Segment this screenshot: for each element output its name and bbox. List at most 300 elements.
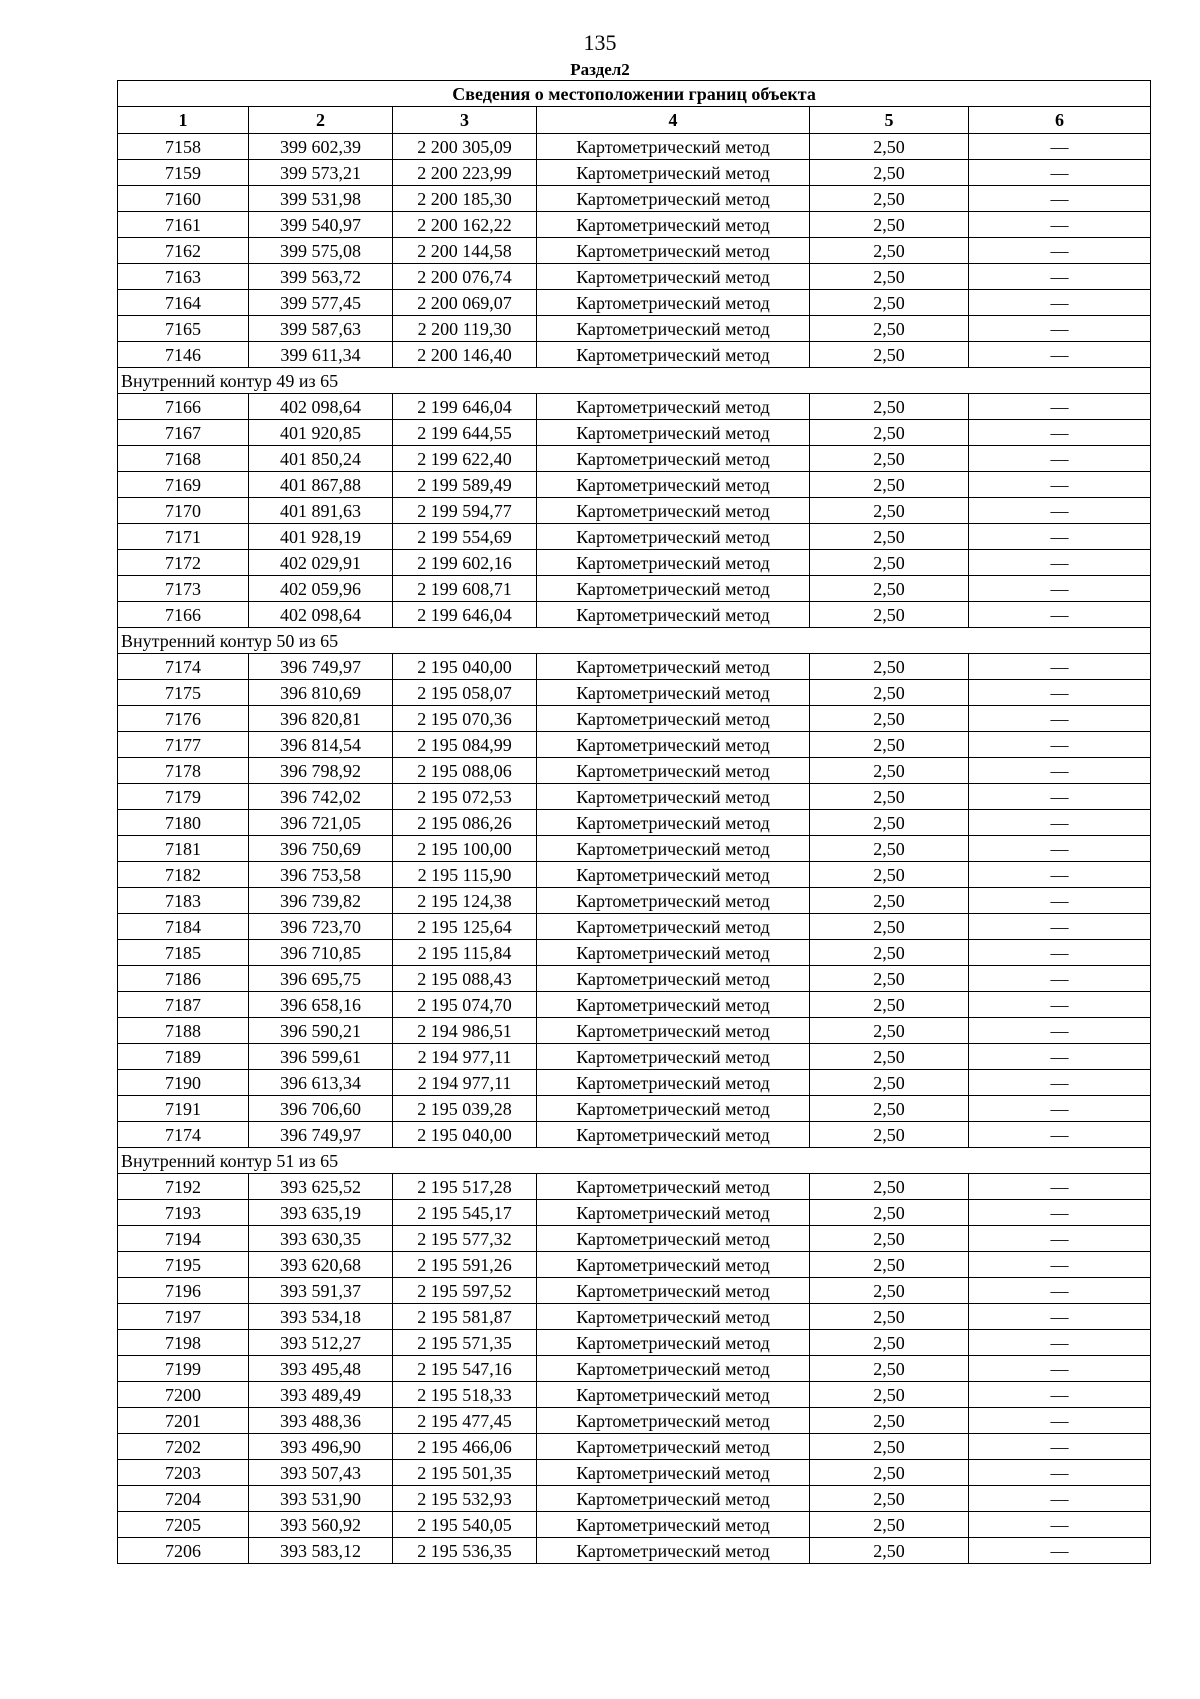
column-number: 4 — [537, 107, 810, 134]
column-number: 1 — [118, 107, 249, 134]
precision-cell: 2,50 — [810, 888, 969, 914]
precision-cell: 2,50 — [810, 706, 969, 732]
point-number: 7178 — [118, 758, 249, 784]
note-cell: — — [969, 758, 1151, 784]
method-cell: Картометрический метод — [537, 836, 810, 862]
coordinate-y: 2 195 518,33 — [393, 1382, 537, 1408]
coordinate-y: 2 195 124,38 — [393, 888, 537, 914]
precision-cell: 2,50 — [810, 342, 969, 368]
note-cell: — — [969, 1200, 1151, 1226]
table-row — [118, 498, 1151, 524]
note-cell: — — [969, 836, 1151, 862]
coordinate-x: 396 739,82 — [249, 888, 393, 914]
method-cell: Картометрический метод — [537, 186, 810, 212]
method-cell: Картометрический метод — [537, 316, 810, 342]
point-number: 7198 — [118, 1330, 249, 1356]
method-cell: Картометрический метод — [537, 862, 810, 888]
coordinate-y: 2 195 072,53 — [393, 784, 537, 810]
method-cell: Картометрический метод — [537, 1122, 810, 1148]
coordinate-y: 2 200 069,07 — [393, 290, 537, 316]
point-number: 7173 — [118, 576, 249, 602]
coordinate-y: 2 195 115,84 — [393, 940, 537, 966]
method-cell: Картометрический метод — [537, 784, 810, 810]
point-number: 7192 — [118, 1174, 249, 1200]
precision-cell: 2,50 — [810, 160, 969, 186]
table-row — [118, 290, 1151, 316]
coordinate-x: 399 540,97 — [249, 212, 393, 238]
method-cell: Картометрический метод — [537, 680, 810, 706]
method-cell: Картометрический метод — [537, 654, 810, 680]
table-row — [118, 1226, 1151, 1252]
boundary-coordinates-table — [117, 80, 1151, 1564]
point-number: 7170 — [118, 498, 249, 524]
coordinate-x: 402 098,64 — [249, 602, 393, 628]
coordinate-x: 396 695,75 — [249, 966, 393, 992]
point-number: 7165 — [118, 316, 249, 342]
table-row — [118, 1304, 1151, 1330]
precision-cell: 2,50 — [810, 1174, 969, 1200]
note-cell: — — [969, 680, 1151, 706]
note-cell: — — [969, 1434, 1151, 1460]
method-cell: Картометрический метод — [537, 212, 810, 238]
table-row — [118, 732, 1151, 758]
note-cell: — — [969, 1356, 1151, 1382]
point-number: 7187 — [118, 992, 249, 1018]
coordinate-y: 2 199 646,04 — [393, 394, 537, 420]
coordinate-x: 396 721,05 — [249, 810, 393, 836]
coordinate-x: 401 850,24 — [249, 446, 393, 472]
method-cell: Картометрический метод — [537, 966, 810, 992]
coordinate-y: 2 199 594,77 — [393, 498, 537, 524]
point-number: 7161 — [118, 212, 249, 238]
point-number: 7201 — [118, 1408, 249, 1434]
coordinate-y: 2 195 536,35 — [393, 1538, 537, 1564]
contour-header-row — [118, 628, 1151, 654]
coordinate-x: 401 867,88 — [249, 472, 393, 498]
coordinate-y: 2 195 040,00 — [393, 1122, 537, 1148]
point-number: 7182 — [118, 862, 249, 888]
method-cell: Картометрический метод — [537, 446, 810, 472]
coordinate-y: 2 200 146,40 — [393, 342, 537, 368]
precision-cell: 2,50 — [810, 732, 969, 758]
method-cell: Картометрический метод — [537, 576, 810, 602]
point-number: 7195 — [118, 1252, 249, 1278]
precision-cell: 2,50 — [810, 1486, 969, 1512]
method-cell: Картометрический метод — [537, 992, 810, 1018]
table-row — [118, 160, 1151, 186]
point-number: 7205 — [118, 1512, 249, 1538]
table-row — [118, 134, 1151, 160]
coordinate-x: 396 810,69 — [249, 680, 393, 706]
coordinate-y: 2 195 477,45 — [393, 1408, 537, 1434]
point-number: 7206 — [118, 1538, 249, 1564]
point-number: 7146 — [118, 342, 249, 368]
method-cell: Картометрический метод — [537, 420, 810, 446]
precision-cell: 2,50 — [810, 264, 969, 290]
table-row — [118, 238, 1151, 264]
table-row — [118, 680, 1151, 706]
coordinate-y: 2 195 591,26 — [393, 1252, 537, 1278]
coordinate-y: 2 199 646,04 — [393, 602, 537, 628]
coordinate-y: 2 200 144,58 — [393, 238, 537, 264]
point-number: 7169 — [118, 472, 249, 498]
method-cell: Картометрический метод — [537, 1018, 810, 1044]
point-number: 7158 — [118, 134, 249, 160]
point-number: 7167 — [118, 420, 249, 446]
method-cell: Картометрический метод — [537, 940, 810, 966]
note-cell: — — [969, 498, 1151, 524]
coordinate-y: 2 195 070,36 — [393, 706, 537, 732]
point-number: 7176 — [118, 706, 249, 732]
coordinate-x: 402 059,96 — [249, 576, 393, 602]
precision-cell: 2,50 — [810, 472, 969, 498]
table-row — [118, 420, 1151, 446]
note-cell: — — [969, 134, 1151, 160]
coordinate-x: 402 098,64 — [249, 394, 393, 420]
note-cell: — — [969, 1278, 1151, 1304]
coordinate-y: 2 195 466,06 — [393, 1434, 537, 1460]
coordinate-y: 2 195 100,00 — [393, 836, 537, 862]
precision-cell: 2,50 — [810, 914, 969, 940]
point-number: 7163 — [118, 264, 249, 290]
precision-cell: 2,50 — [810, 1512, 969, 1538]
point-number: 7191 — [118, 1096, 249, 1122]
precision-cell: 2,50 — [810, 1538, 969, 1564]
coordinate-y: 2 200 185,30 — [393, 186, 537, 212]
coordinate-y: 2 195 074,70 — [393, 992, 537, 1018]
coordinate-x: 399 577,45 — [249, 290, 393, 316]
point-number: 7166 — [118, 394, 249, 420]
coordinate-x: 393 583,12 — [249, 1538, 393, 1564]
coordinate-x: 393 496,90 — [249, 1434, 393, 1460]
coordinate-x: 396 749,97 — [249, 1122, 393, 1148]
contour-header-row — [118, 1148, 1151, 1174]
table-row — [118, 394, 1151, 420]
table-row — [118, 1382, 1151, 1408]
note-cell: — — [969, 1096, 1151, 1122]
table-row — [118, 706, 1151, 732]
table-row — [118, 550, 1151, 576]
note-cell: — — [969, 1486, 1151, 1512]
precision-cell: 2,50 — [810, 576, 969, 602]
method-cell: Картометрический метод — [537, 1356, 810, 1382]
method-cell: Картометрический метод — [537, 1174, 810, 1200]
precision-cell: 2,50 — [810, 1434, 969, 1460]
note-cell: — — [969, 446, 1151, 472]
method-cell: Картометрический метод — [537, 1226, 810, 1252]
coordinate-y: 2 195 040,00 — [393, 654, 537, 680]
precision-cell: 2,50 — [810, 524, 969, 550]
table-row — [118, 446, 1151, 472]
coordinate-y: 2 195 540,05 — [393, 1512, 537, 1538]
method-cell: Картометрический метод — [537, 1252, 810, 1278]
note-cell: — — [969, 940, 1151, 966]
point-number: 7175 — [118, 680, 249, 706]
note-cell: — — [969, 654, 1151, 680]
coordinate-x: 396 749,97 — [249, 654, 393, 680]
coordinate-x: 396 753,58 — [249, 862, 393, 888]
point-number: 7200 — [118, 1382, 249, 1408]
note-cell: — — [969, 576, 1151, 602]
table-row — [118, 836, 1151, 862]
coordinate-x: 396 706,60 — [249, 1096, 393, 1122]
note-cell: — — [969, 1018, 1151, 1044]
method-cell: Картометрический метод — [537, 134, 810, 160]
coordinate-x: 401 928,19 — [249, 524, 393, 550]
note-cell: — — [969, 862, 1151, 888]
point-number: 7174 — [118, 1122, 249, 1148]
precision-cell: 2,50 — [810, 1226, 969, 1252]
precision-cell: 2,50 — [810, 1408, 969, 1434]
method-cell: Картометрический метод — [537, 1200, 810, 1226]
coordinate-x: 399 573,21 — [249, 160, 393, 186]
note-cell: — — [969, 1174, 1151, 1200]
precision-cell: 2,50 — [810, 498, 969, 524]
note-cell: — — [969, 524, 1151, 550]
table-row — [118, 1044, 1151, 1070]
coordinate-y: 2 195 088,43 — [393, 966, 537, 992]
coordinate-x: 396 814,54 — [249, 732, 393, 758]
table-caption-row — [118, 81, 1151, 107]
point-number: 7183 — [118, 888, 249, 914]
coordinate-x: 393 507,43 — [249, 1460, 393, 1486]
note-cell: — — [969, 1512, 1151, 1538]
table-caption: Сведения о местоположении границ объекта — [118, 81, 1151, 107]
method-cell: Картометрический метод — [537, 394, 810, 420]
point-number: 7184 — [118, 914, 249, 940]
coordinate-y: 2 194 977,11 — [393, 1044, 537, 1070]
coordinate-y: 2 195 058,07 — [393, 680, 537, 706]
point-number: 7194 — [118, 1226, 249, 1252]
coordinate-x: 401 891,63 — [249, 498, 393, 524]
table-row — [118, 1460, 1151, 1486]
precision-cell: 2,50 — [810, 238, 969, 264]
note-cell: — — [969, 290, 1151, 316]
precision-cell: 2,50 — [810, 446, 969, 472]
table-row — [118, 264, 1151, 290]
precision-cell: 2,50 — [810, 290, 969, 316]
coordinate-y: 2 200 162,22 — [393, 212, 537, 238]
method-cell: Картометрический метод — [537, 706, 810, 732]
precision-cell: 2,50 — [810, 420, 969, 446]
method-cell: Картометрический метод — [537, 914, 810, 940]
note-cell: — — [969, 160, 1151, 186]
precision-cell: 2,50 — [810, 1252, 969, 1278]
coordinate-x: 396 710,85 — [249, 940, 393, 966]
table-row — [118, 1122, 1151, 1148]
column-number: 6 — [969, 107, 1151, 134]
note-cell: — — [969, 914, 1151, 940]
coordinate-y: 2 194 986,51 — [393, 1018, 537, 1044]
coordinate-x: 399 602,39 — [249, 134, 393, 160]
point-number: 7189 — [118, 1044, 249, 1070]
contour-header-row — [118, 368, 1151, 394]
point-number: 7166 — [118, 602, 249, 628]
coordinate-x: 396 723,70 — [249, 914, 393, 940]
precision-cell: 2,50 — [810, 394, 969, 420]
precision-cell: 2,50 — [810, 134, 969, 160]
coordinate-x: 396 742,02 — [249, 784, 393, 810]
point-number: 7171 — [118, 524, 249, 550]
coordinate-y: 2 200 076,74 — [393, 264, 537, 290]
method-cell: Картометрический метод — [537, 1382, 810, 1408]
note-cell: — — [969, 1460, 1151, 1486]
note-cell: — — [969, 342, 1151, 368]
note-cell: — — [969, 1226, 1151, 1252]
contour-label: Внутренний контур 51 из 65 — [118, 1148, 1151, 1174]
coordinate-x: 396 658,16 — [249, 992, 393, 1018]
coordinate-y: 2 195 039,28 — [393, 1096, 537, 1122]
coordinate-x: 393 531,90 — [249, 1486, 393, 1512]
section-title: Раздел2 — [570, 60, 630, 79]
method-cell: Картометрический метод — [537, 1460, 810, 1486]
coordinate-x: 393 488,36 — [249, 1408, 393, 1434]
note-cell: — — [969, 238, 1151, 264]
table-row — [118, 810, 1151, 836]
note-cell: — — [969, 1070, 1151, 1096]
contour-label: Внутренний контур 49 из 65 — [118, 368, 1151, 394]
contour-label: Внутренний контур 50 из 65 — [118, 628, 1151, 654]
table-row — [118, 186, 1151, 212]
coordinate-y: 2 199 644,55 — [393, 420, 537, 446]
point-number: 7180 — [118, 810, 249, 836]
method-cell: Картометрический метод — [537, 1408, 810, 1434]
point-number: 7160 — [118, 186, 249, 212]
coordinate-y: 2 195 577,32 — [393, 1226, 537, 1252]
point-number: 7186 — [118, 966, 249, 992]
table-row — [118, 654, 1151, 680]
coordinate-x: 396 599,61 — [249, 1044, 393, 1070]
precision-cell: 2,50 — [810, 1122, 969, 1148]
coordinate-y: 2 195 597,52 — [393, 1278, 537, 1304]
table-row — [118, 342, 1151, 368]
note-cell: — — [969, 316, 1151, 342]
note-cell: — — [969, 732, 1151, 758]
coordinate-x: 396 750,69 — [249, 836, 393, 862]
column-number: 2 — [249, 107, 393, 134]
point-number: 7164 — [118, 290, 249, 316]
coordinate-x: 393 635,19 — [249, 1200, 393, 1226]
coordinate-y: 2 200 119,30 — [393, 316, 537, 342]
coordinate-x: 393 620,68 — [249, 1252, 393, 1278]
precision-cell: 2,50 — [810, 212, 969, 238]
coordinate-y: 2 195 115,90 — [393, 862, 537, 888]
method-cell: Картометрический метод — [537, 1434, 810, 1460]
table-row — [118, 1278, 1151, 1304]
coordinate-x: 399 587,63 — [249, 316, 393, 342]
table-row — [118, 1018, 1151, 1044]
note-cell: — — [969, 1122, 1151, 1148]
note-cell: — — [969, 186, 1151, 212]
table-row — [118, 1252, 1151, 1278]
coordinate-y: 2 200 223,99 — [393, 160, 537, 186]
note-cell: — — [969, 472, 1151, 498]
precision-cell: 2,50 — [810, 1356, 969, 1382]
coordinate-y: 2 195 532,93 — [393, 1486, 537, 1512]
coordinate-x: 393 512,27 — [249, 1330, 393, 1356]
column-number: 5 — [810, 107, 969, 134]
method-cell: Картометрический метод — [537, 1096, 810, 1122]
coordinate-y: 2 195 547,16 — [393, 1356, 537, 1382]
note-cell: — — [969, 1382, 1151, 1408]
point-number: 7196 — [118, 1278, 249, 1304]
coordinate-y: 2 199 554,69 — [393, 524, 537, 550]
point-number: 7172 — [118, 550, 249, 576]
coordinate-y: 2 195 088,06 — [393, 758, 537, 784]
coordinate-x: 393 489,49 — [249, 1382, 393, 1408]
note-cell: — — [969, 394, 1151, 420]
point-number: 7181 — [118, 836, 249, 862]
point-number: 7188 — [118, 1018, 249, 1044]
table-row — [118, 758, 1151, 784]
coordinate-x: 393 630,35 — [249, 1226, 393, 1252]
table-row — [118, 212, 1151, 238]
point-number: 7179 — [118, 784, 249, 810]
method-cell: Картометрический метод — [537, 238, 810, 264]
precision-cell: 2,50 — [810, 316, 969, 342]
precision-cell: 2,50 — [810, 550, 969, 576]
point-number: 7202 — [118, 1434, 249, 1460]
point-number: 7177 — [118, 732, 249, 758]
precision-cell: 2,50 — [810, 940, 969, 966]
note-cell: — — [969, 602, 1151, 628]
precision-cell: 2,50 — [810, 1200, 969, 1226]
coordinate-x: 399 563,72 — [249, 264, 393, 290]
precision-cell: 2,50 — [810, 862, 969, 888]
method-cell: Картометрический метод — [537, 498, 810, 524]
precision-cell: 2,50 — [810, 1382, 969, 1408]
coordinate-y: 2 199 602,16 — [393, 550, 537, 576]
coordinate-x: 399 575,08 — [249, 238, 393, 264]
coordinate-y: 2 195 545,17 — [393, 1200, 537, 1226]
note-cell: — — [969, 1538, 1151, 1564]
note-cell: — — [969, 1330, 1151, 1356]
table-row — [118, 1200, 1151, 1226]
coordinate-y: 2 195 125,64 — [393, 914, 537, 940]
precision-cell: 2,50 — [810, 1070, 969, 1096]
method-cell: Картометрический метод — [537, 1486, 810, 1512]
table-row — [118, 1096, 1151, 1122]
point-number: 7174 — [118, 654, 249, 680]
method-cell: Картометрический метод — [537, 342, 810, 368]
method-cell: Картометрический метод — [537, 1044, 810, 1070]
note-cell: — — [969, 264, 1151, 290]
column-number: 3 — [393, 107, 537, 134]
note-cell: — — [969, 992, 1151, 1018]
table-row — [118, 1330, 1151, 1356]
table-row — [118, 1486, 1151, 1512]
coordinate-x: 401 920,85 — [249, 420, 393, 446]
coordinate-y: 2 199 622,40 — [393, 446, 537, 472]
coordinate-y: 2 195 581,87 — [393, 1304, 537, 1330]
method-cell: Картометрический метод — [537, 290, 810, 316]
precision-cell: 2,50 — [810, 758, 969, 784]
note-cell: — — [969, 810, 1151, 836]
table-body — [118, 81, 1151, 1564]
table-row — [118, 1408, 1151, 1434]
note-cell: — — [969, 550, 1151, 576]
note-cell: — — [969, 1408, 1151, 1434]
coordinate-y: 2 195 517,28 — [393, 1174, 537, 1200]
precision-cell: 2,50 — [810, 1460, 969, 1486]
method-cell: Картометрический метод — [537, 1512, 810, 1538]
table-row — [118, 966, 1151, 992]
coordinate-y: 2 199 589,49 — [393, 472, 537, 498]
point-number: 7159 — [118, 160, 249, 186]
precision-cell: 2,50 — [810, 1330, 969, 1356]
precision-cell: 2,50 — [810, 654, 969, 680]
table-row — [118, 992, 1151, 1018]
